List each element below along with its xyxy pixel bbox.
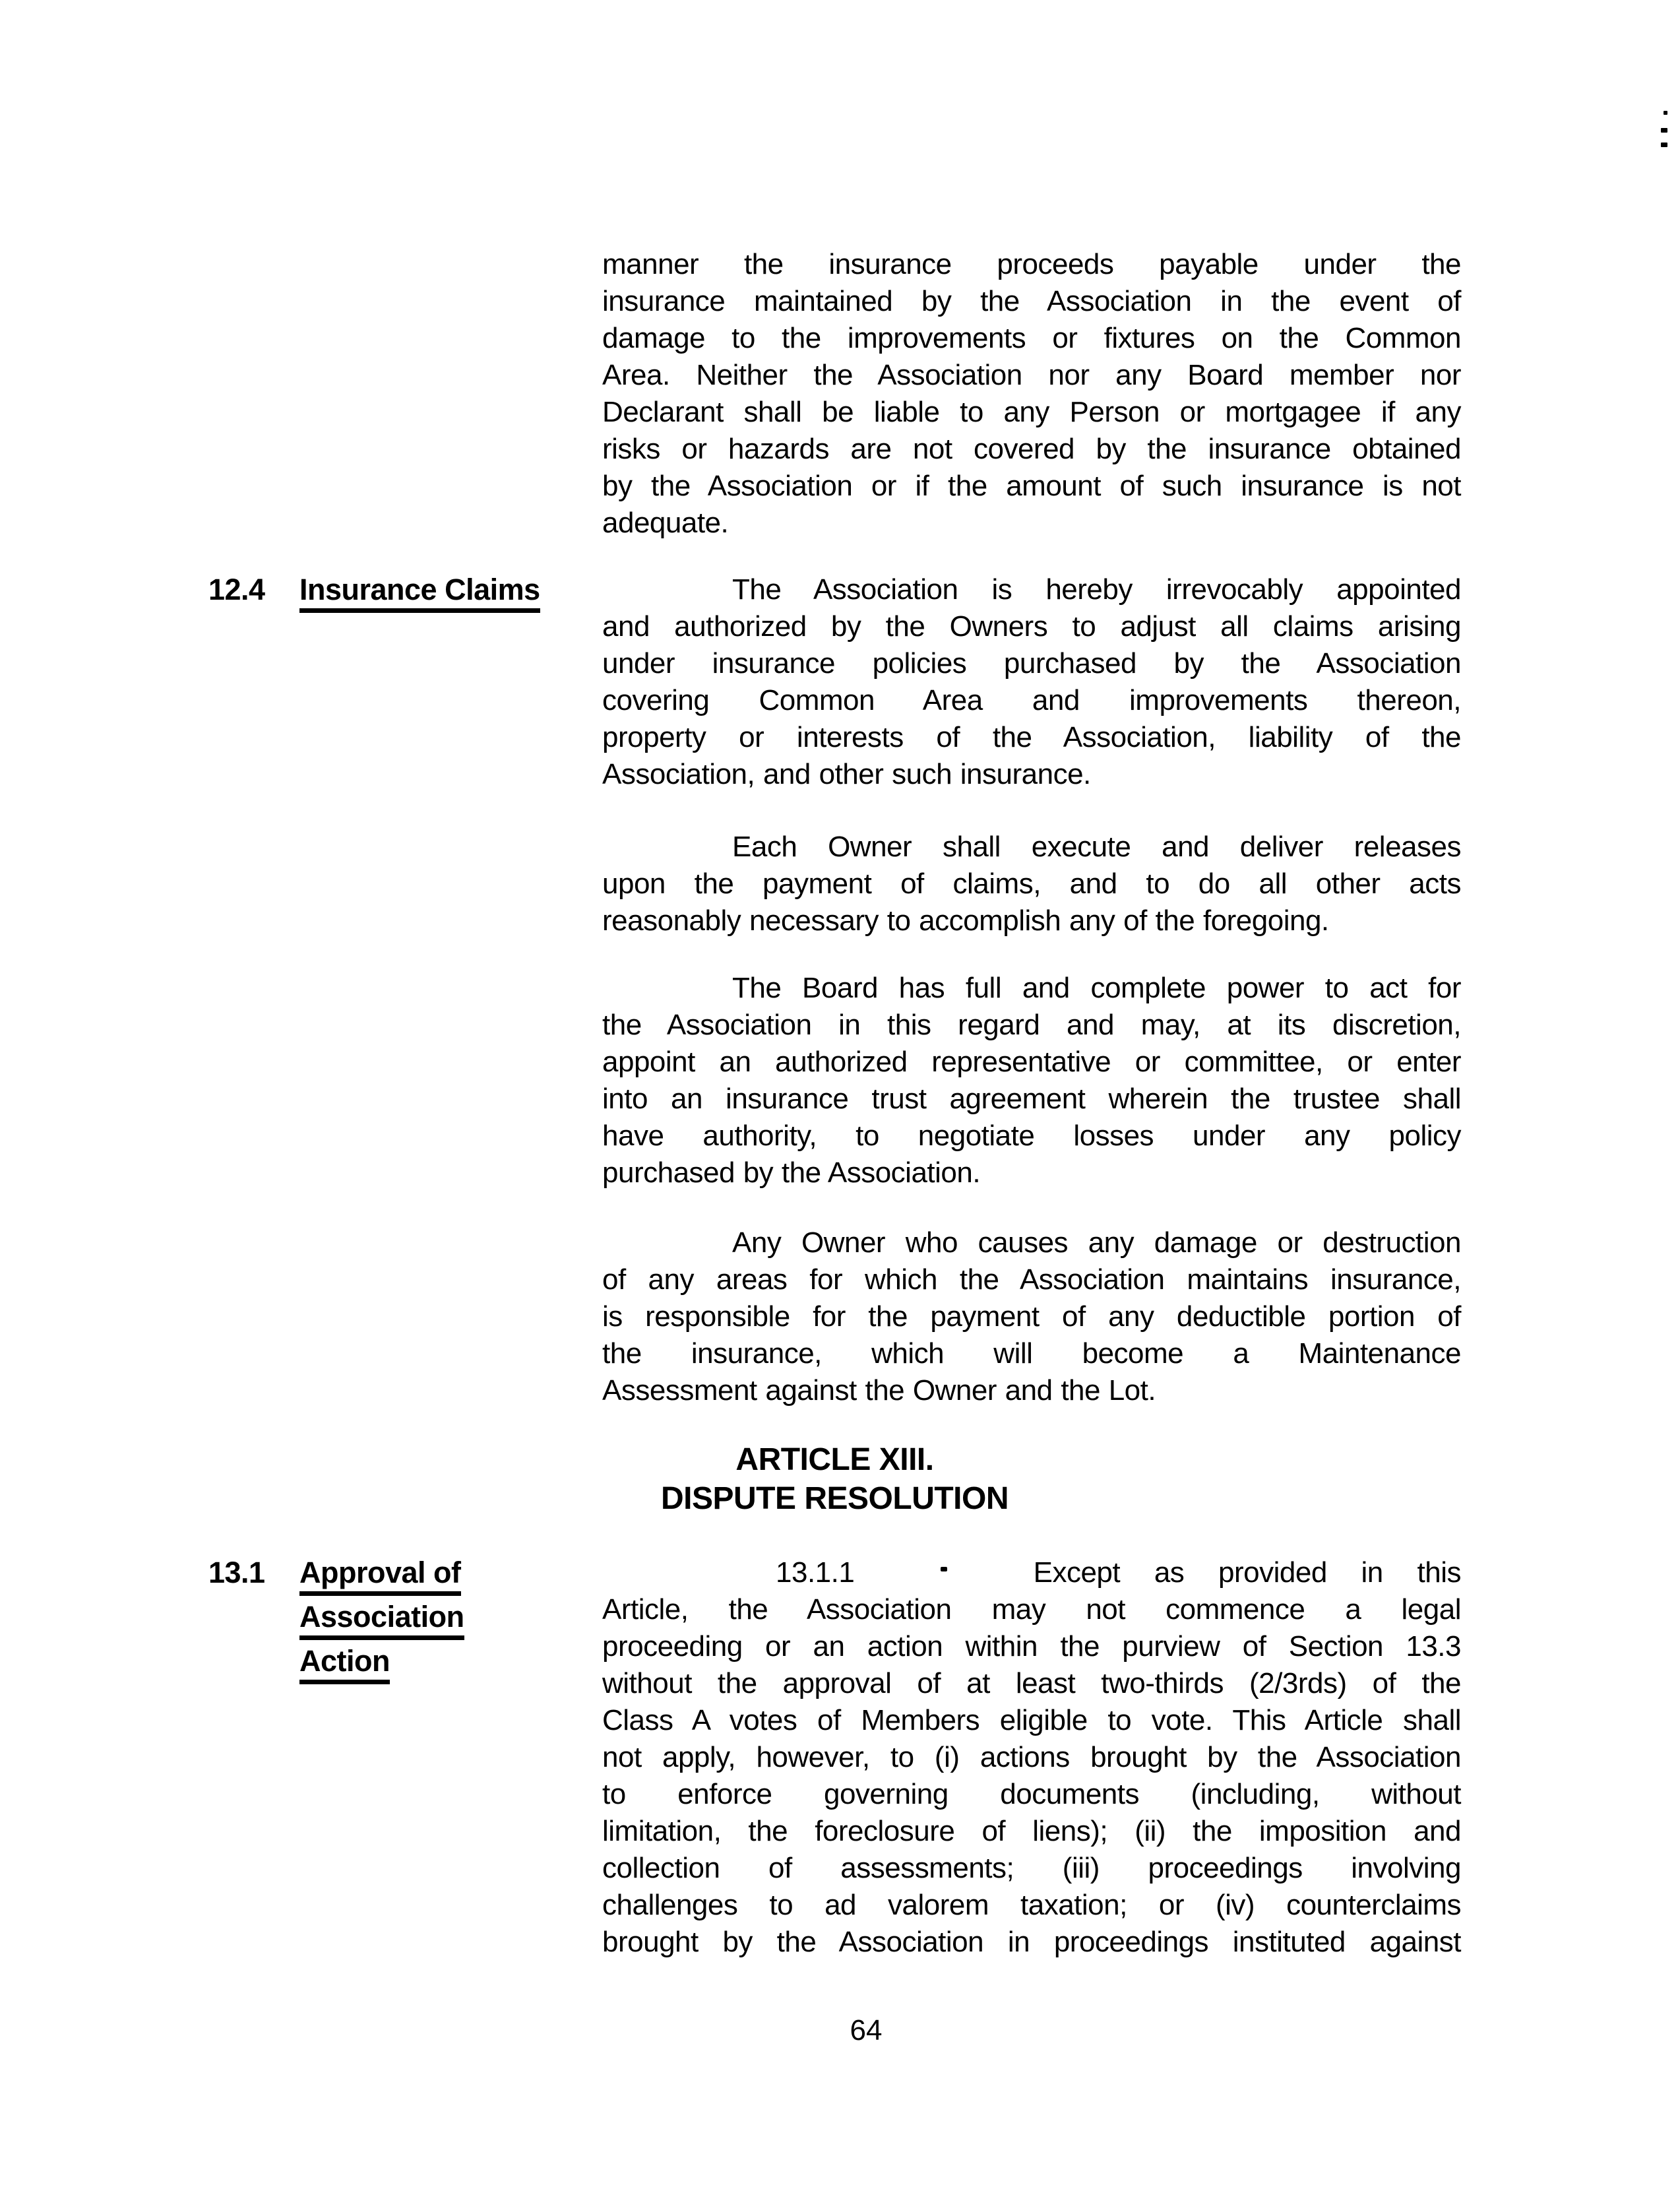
section-label-13-1 xyxy=(208,1554,464,1687)
paragraph-13-1-1 xyxy=(602,1554,1461,1961)
section-title xyxy=(299,571,540,616)
text-line: upon the payment of claims, and to do all other acts xyxy=(602,868,1461,900)
section-13-1 xyxy=(0,1554,1680,1961)
scan-artifact-dot xyxy=(941,1567,947,1571)
scan-speck xyxy=(1664,111,1667,115)
text-line: the Association in this regard and may, at its discretion, xyxy=(602,1009,1461,1041)
text-line: Each Owner shall execute and deliver releases xyxy=(732,831,1461,863)
text-line: appoint an authorized representative or committee, or enter xyxy=(602,1046,1461,1078)
text-line: collection of assessments; (iii) proceedings involving xyxy=(602,1852,1461,1884)
scan-speck xyxy=(1661,143,1667,147)
text-line: Area. Neither the Association nor any Board member nor xyxy=(602,359,1461,391)
text-line: Any Owner who causes any damage or destruction xyxy=(732,1226,1461,1259)
text-line: manner the insurance proceeds payable under the xyxy=(602,248,1461,280)
article-number-line: ARTICLE XIII. xyxy=(735,1442,934,1477)
text-line: risks or hazards are not covered by the insurance obtained xyxy=(602,433,1461,465)
text-line: into an insurance trust agreement wherein the trustee shall xyxy=(602,1083,1461,1115)
text-line: not apply, however, to (i) actions brought by the Association xyxy=(602,1741,1461,1773)
text-line: without the approval of at least two-thirds (2/3rds) of the xyxy=(602,1667,1461,1699)
text-line: proceeding or an action within the purview of Section 13.3 xyxy=(602,1630,1461,1663)
text-line: damage to the improvements or fixtures on the Common xyxy=(602,322,1461,354)
section-title xyxy=(299,1554,464,1687)
text-line: and authorized by the Owners to adjust all claims arising xyxy=(602,610,1461,643)
section-number: 12.4 xyxy=(208,573,265,606)
section-title-line: Action xyxy=(299,1643,464,1680)
text-line: Declarant shall be liable to any Person or mortgagee if any xyxy=(602,396,1461,428)
text-line: limitation, the foreclosure of liens); (ii) the imposition and xyxy=(602,1815,1461,1847)
section-label-12-4 xyxy=(208,571,540,616)
text-line: is responsible for the payment of any deductible portion of xyxy=(602,1300,1461,1333)
text-line: insurance maintained by the Association in the event of xyxy=(602,285,1461,317)
text-line: by the Association or if the amount of such insurance is not xyxy=(602,470,1461,502)
text-line: the insurance, which will become a Maintenance xyxy=(602,1337,1461,1370)
text-line: to enforce governing documents (including, without xyxy=(602,1778,1461,1810)
paragraph-owner-releases xyxy=(602,829,1461,939)
article-title-line: DISPUTE RESOLUTION xyxy=(660,1481,1009,1516)
text-segment: Except as provided in this xyxy=(1033,1556,1461,1589)
paragraph-13-1-1-body xyxy=(602,1591,1461,1961)
text-line: Association, and other such insurance. xyxy=(602,758,1091,790)
text-line: adequate. xyxy=(602,507,729,539)
section-title-line: Insurance Claims xyxy=(299,571,540,608)
article-heading xyxy=(602,1440,1067,1518)
text-line: Class A votes of Members eligible to vote. This Article shall xyxy=(602,1704,1461,1736)
paragraph-owner-deductible xyxy=(602,1224,1461,1409)
text-line: reasonably necessary to accomplish any of the foregoing. xyxy=(602,904,1329,937)
paragraph-association-appointed xyxy=(602,571,1461,793)
section-number: 13.1 xyxy=(208,1556,265,1589)
section-12-4 xyxy=(0,571,1680,793)
subsection-number: 13.1.1 xyxy=(776,1556,855,1589)
text-line: of any areas for which the Association maintains insurance, xyxy=(602,1263,1461,1296)
text-line: brought by the Association in proceedings instituted against xyxy=(602,1926,1461,1958)
text-line: Assessment against the Owner and the Lot. xyxy=(602,1374,1156,1407)
section-title-line: Association xyxy=(299,1599,464,1635)
text-line: Article, the Association may not commence a legal xyxy=(602,1593,1461,1626)
text-line: covering Common Area and improvements thereon, xyxy=(602,684,1461,716)
text-line: The Association is hereby irrevocably appointed xyxy=(732,573,1461,606)
scan-speck xyxy=(1661,128,1667,133)
page-number: 64 xyxy=(850,2014,883,2046)
text-line: have authority, to negotiate losses under any policy xyxy=(602,1120,1461,1152)
paragraph-insurance-proceeds xyxy=(602,246,1461,542)
text-line: property or interests of the Association, liability of the xyxy=(602,721,1461,753)
paragraph-board-power xyxy=(602,970,1461,1191)
text-line: under insurance policies purchased by the Association xyxy=(602,647,1461,680)
text-line: purchased by the Association. xyxy=(602,1157,981,1189)
text-line: challenges to ad valorem taxation; or (iv) counterclaims xyxy=(602,1889,1461,1921)
text-line: The Board has full and complete power to act for xyxy=(732,972,1461,1004)
section-title-line: Approval of xyxy=(299,1554,464,1591)
text-line xyxy=(602,1554,1461,1591)
